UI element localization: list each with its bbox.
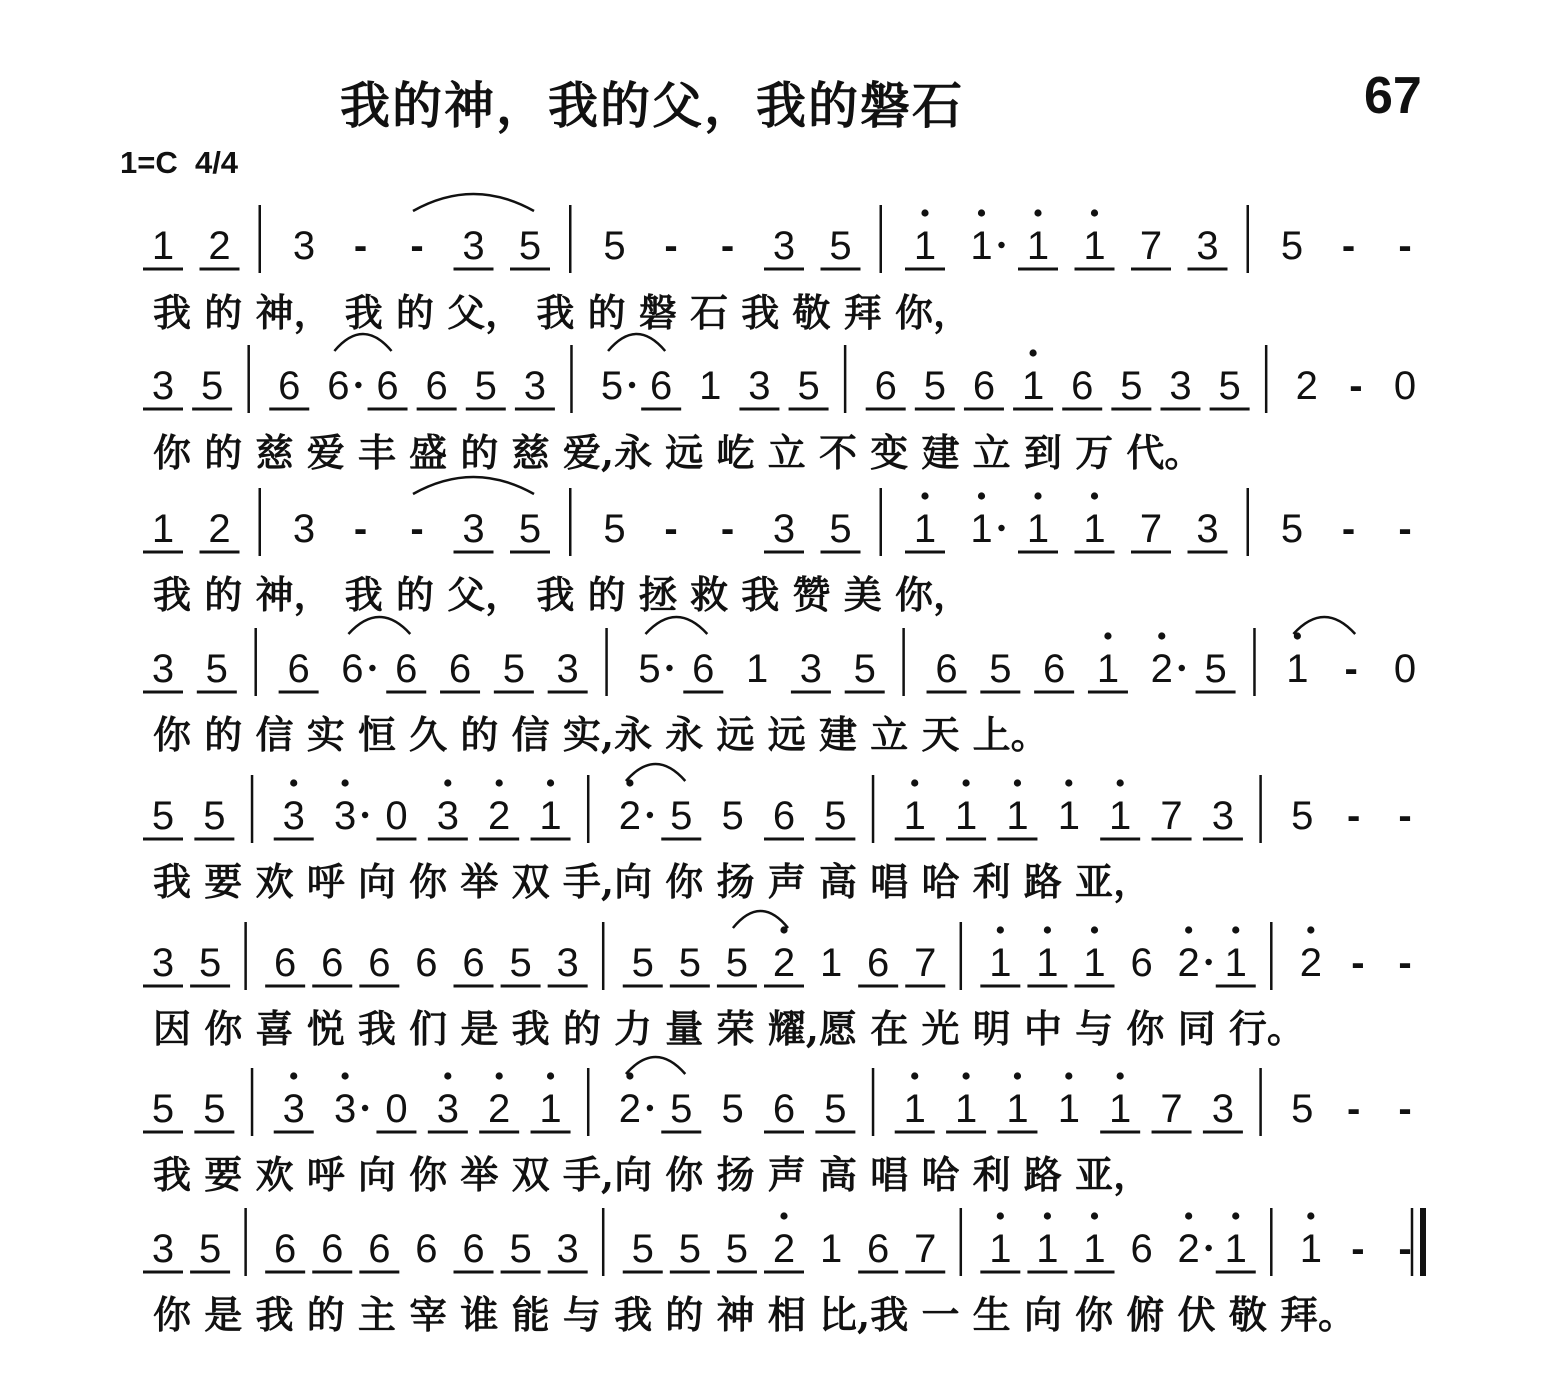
note: 5 — [151, 794, 175, 838]
final-barline-thick — [1420, 1208, 1426, 1276]
octave-dot-high — [1117, 779, 1124, 786]
duration-dash: - — [720, 507, 735, 551]
note: 6 — [935, 647, 958, 691]
octave-dot-high — [1117, 1072, 1124, 1079]
note: 5 — [721, 794, 744, 838]
augmentation-dot — [362, 812, 368, 818]
note: 5 — [670, 794, 693, 838]
note: 5 — [678, 941, 701, 985]
note: 3 — [1211, 1087, 1235, 1131]
tie-slur — [348, 617, 410, 634]
octave-dot-high — [1065, 779, 1072, 786]
note: 5 — [631, 941, 654, 985]
augmentation-dot — [362, 1105, 368, 1111]
note: 6 — [274, 941, 297, 985]
note: 7 — [914, 1227, 937, 1271]
octave-dot-high — [341, 1072, 348, 1079]
octave-dot-high — [444, 1072, 451, 1079]
note: 3 — [282, 794, 305, 838]
tie-slur — [733, 911, 788, 928]
duration-dash: - — [1398, 1227, 1412, 1271]
duration-dash: - — [353, 507, 368, 551]
note: 5 — [151, 1087, 175, 1131]
octave-dot-high — [444, 779, 451, 786]
octave-dot-high — [978, 492, 985, 499]
note: 3 — [462, 507, 485, 551]
duration-dash: - — [1398, 1087, 1412, 1131]
note: 1 — [1036, 941, 1059, 985]
tie-slur — [645, 617, 707, 634]
duration-dash: - — [1351, 1227, 1365, 1271]
octave-dot-high — [341, 779, 348, 786]
note: 3 — [436, 1087, 459, 1131]
augmentation-dot — [998, 525, 1004, 531]
note: 5 — [1218, 364, 1241, 408]
duration-dash: - — [664, 224, 678, 268]
page-number: 67 — [1364, 67, 1422, 125]
note: 1 — [699, 364, 722, 408]
note: 5 — [989, 647, 1012, 691]
note: 1 — [539, 794, 562, 838]
note: 1 — [151, 507, 175, 551]
note: 3 — [151, 647, 175, 691]
note: 6 — [368, 1227, 391, 1271]
note: 2 — [618, 1087, 642, 1131]
note: 7 — [1139, 224, 1163, 268]
tie-slur — [1293, 617, 1355, 634]
note: 6 — [321, 941, 344, 985]
note: 7 — [914, 941, 937, 985]
augmentation-dot — [369, 665, 375, 671]
augmentation-dot — [629, 382, 635, 388]
duration-dash: - — [1346, 794, 1361, 838]
tie-slur — [626, 1057, 685, 1074]
octave-dot-high — [496, 779, 503, 786]
note: 2 — [208, 507, 231, 551]
note: 1 — [1036, 1227, 1059, 1271]
augmentation-dot — [998, 242, 1004, 248]
note: 6 — [448, 647, 472, 691]
augmentation-dot — [1205, 1245, 1211, 1251]
note: 6 — [1130, 1227, 1153, 1271]
note: 6 — [1043, 647, 1066, 691]
note: 5 — [1204, 647, 1227, 691]
lyric-line: 你 的 慈 爱 丰 盛 的 慈 爱,永 远 屹 立 不 变 建 立 到 万 代。 — [153, 430, 1203, 475]
octave-dot-high — [1091, 209, 1098, 216]
note: 3 — [333, 794, 357, 838]
note: 1 — [989, 1227, 1012, 1271]
note: 1 — [1021, 364, 1045, 408]
duration-dash: - — [1344, 647, 1358, 691]
note: 1 — [954, 1087, 978, 1131]
note: 6 — [772, 794, 796, 838]
note: 5 — [824, 1087, 847, 1131]
note: 5 — [678, 1227, 701, 1271]
note: 5 — [201, 364, 224, 408]
note: 2 — [772, 1227, 796, 1271]
octave-dot-high — [1065, 1072, 1072, 1079]
tie-slur — [608, 334, 665, 351]
note: 6 — [278, 364, 301, 408]
note: 6 — [462, 1227, 485, 1271]
note: 1 — [1057, 1087, 1080, 1131]
note: 2 — [208, 224, 231, 268]
duration-dash: - — [664, 507, 678, 551]
note: 5 — [725, 1227, 749, 1271]
note: 6 — [321, 1227, 344, 1271]
note: 1 — [539, 1087, 562, 1131]
note: 2 — [772, 941, 796, 985]
note: 3 — [436, 794, 459, 838]
note: 1 — [1026, 507, 1050, 551]
note: 6 — [368, 941, 391, 985]
lyric-line: 我 的 神， 我 的 父， 我 的 拯 救 我 赞 美 你， — [153, 572, 971, 617]
note: 7 — [1139, 507, 1163, 551]
note: 5 — [203, 794, 226, 838]
note: 1 — [1224, 1227, 1247, 1271]
octave-dot-high — [1091, 492, 1098, 499]
note: 3 — [799, 647, 823, 691]
note: 6 — [692, 647, 715, 691]
note: 1 — [1006, 1087, 1029, 1131]
lyric-line: 因 你 喜 悦 我 们 是 我 的 力 量 荣 耀,愿 在 光 明 中 与 你 同 行。 — [153, 1006, 1305, 1051]
note: 5 — [198, 941, 222, 985]
note: 5 — [824, 794, 847, 838]
octave-dot-high — [780, 1212, 787, 1219]
note: 1 — [1083, 941, 1106, 985]
note: 5 — [502, 647, 525, 691]
duration-dash: - — [1398, 794, 1412, 838]
note: 3 — [523, 364, 547, 408]
note: 5 — [603, 224, 626, 268]
octave-dot-high — [1014, 1072, 1021, 1079]
note: 5 — [1280, 224, 1304, 268]
note: 1 — [819, 941, 843, 985]
note: 3 — [151, 364, 175, 408]
note: 1 — [913, 507, 937, 551]
note: 2 — [488, 794, 511, 838]
note: 1 — [1224, 941, 1247, 985]
note: 3 — [772, 224, 796, 268]
octave-dot-high — [997, 1212, 1004, 1219]
note: 6 — [341, 647, 364, 691]
note: 5 — [600, 364, 624, 408]
octave-dot-high — [547, 1072, 554, 1079]
note: 1 — [913, 224, 937, 268]
octave-dot-high — [496, 1072, 503, 1079]
note: 5 — [853, 647, 876, 691]
note: 6 — [395, 647, 418, 691]
lyric-line: 我 要 欢 呼 向 你 举 双 手,向 你 扬 声 高 唱 哈 利 路 亚， — [153, 1152, 1152, 1197]
octave-dot-high — [1185, 1212, 1192, 1219]
note: 3 — [556, 647, 579, 691]
octave-dot-high — [911, 1072, 918, 1079]
tie-slur — [626, 764, 685, 781]
duration-dash: - — [1398, 224, 1412, 268]
duration-dash: - — [1398, 507, 1412, 551]
octave-dot-high — [290, 779, 297, 786]
note: 5 — [631, 1227, 654, 1271]
note: 6 — [772, 1087, 796, 1131]
duration-dash: - — [410, 507, 424, 551]
note: 5 — [1120, 364, 1143, 408]
note: 7 — [1160, 794, 1183, 838]
note: 5 — [474, 364, 497, 408]
note: 6 — [867, 1227, 890, 1271]
note: 5 — [518, 507, 542, 551]
note: 5 — [203, 1087, 226, 1131]
note: 3 — [772, 507, 796, 551]
song-title: 我的神，我的父，我的磐石 — [340, 76, 964, 135]
note: 5 — [198, 1227, 222, 1271]
note: 1 — [970, 507, 993, 551]
note: 6 — [327, 364, 350, 408]
note: 5 — [670, 1087, 693, 1131]
note: 1 — [989, 941, 1012, 985]
lyric-line: 你 是 我 的 主 宰 谁 能 与 我 的 神 相 比,我 一 生 向 你 俯 伏 敬 拜。 — [153, 1292, 1357, 1337]
note: 5 — [1291, 794, 1314, 838]
note: 1 — [1026, 224, 1050, 268]
note: 3 — [748, 364, 771, 408]
note: 6 — [287, 647, 310, 691]
note: 5 — [1291, 1087, 1314, 1131]
octave-dot-high — [1232, 926, 1239, 933]
octave-dot-high — [978, 209, 985, 216]
augmentation-dot — [1205, 959, 1211, 965]
note: 1 — [1083, 507, 1106, 551]
duration-dash: - — [353, 224, 368, 268]
note: 1 — [1006, 794, 1029, 838]
note: 2 — [1150, 647, 1173, 691]
octave-dot-high — [1104, 632, 1111, 639]
augmentation-dot — [355, 382, 361, 388]
note: 6 — [425, 364, 448, 408]
note: 2 — [1177, 1227, 1200, 1271]
octave-dot-high — [1044, 926, 1051, 933]
note: 6 — [415, 941, 438, 985]
note: 2 — [618, 794, 642, 838]
octave-dot-high — [997, 926, 1004, 933]
note: 6 — [1071, 364, 1094, 408]
note: 1 — [151, 224, 175, 268]
note: 5 — [1280, 507, 1304, 551]
note: 6 — [874, 364, 897, 408]
lyric-line: 你 的 信 实 恒 久 的 信 实,永 永 远 远 建 立 天 上。 — [153, 712, 1049, 757]
note: 5 — [721, 1087, 744, 1131]
note: 5 — [923, 364, 946, 408]
note: 0 — [1393, 647, 1417, 691]
note: 7 — [1160, 1087, 1183, 1131]
note: 1 — [970, 224, 993, 268]
octave-dot-high — [547, 779, 554, 786]
augmentation-dot — [647, 812, 653, 818]
note: 6 — [462, 941, 485, 985]
note: 3 — [556, 941, 579, 985]
note: 3 — [292, 224, 316, 268]
note: 1 — [1096, 647, 1120, 691]
note: 1 — [903, 794, 926, 838]
augmentation-dot — [666, 665, 672, 671]
duration-dash: - — [1346, 1087, 1361, 1131]
note: 5 — [725, 941, 749, 985]
octave-dot-high — [1091, 1212, 1098, 1219]
duration-dash: - — [1349, 364, 1363, 408]
note: 5 — [518, 224, 542, 268]
note: 1 — [954, 794, 978, 838]
note: 2 — [1299, 941, 1322, 985]
note: 1 — [1286, 647, 1309, 691]
note: 1 — [1109, 794, 1132, 838]
augmentation-dot — [647, 1105, 653, 1111]
note: 5 — [509, 941, 532, 985]
note: 1 — [1299, 1227, 1322, 1271]
octave-dot-high — [1014, 779, 1021, 786]
octave-dot-high — [1034, 492, 1041, 499]
duration-dash: - — [410, 224, 424, 268]
lyric-line: 我 的 神， 我 的 父， 我 的 磐 石 我 敬 拜 你， — [153, 290, 971, 335]
note: 1 — [1083, 224, 1106, 268]
note: 1 — [745, 647, 769, 691]
octave-dot-high — [1232, 1212, 1239, 1219]
note: 2 — [488, 1087, 511, 1131]
note: 5 — [829, 224, 852, 268]
note: 3 — [292, 507, 316, 551]
octave-dot-high — [962, 779, 969, 786]
note: 1 — [1109, 1087, 1132, 1131]
note: 0 — [385, 794, 408, 838]
note: 3 — [462, 224, 485, 268]
tie-slur — [413, 194, 534, 211]
note: 3 — [1196, 507, 1219, 551]
duration-dash: - — [1341, 507, 1356, 551]
octave-dot-high — [1185, 926, 1192, 933]
octave-dot-high — [1307, 926, 1314, 933]
duration-dash: - — [1398, 941, 1412, 985]
duration-dash: - — [1351, 941, 1365, 985]
octave-dot-high — [1029, 349, 1036, 356]
octave-dot-high — [290, 1072, 297, 1079]
note: 6 — [867, 941, 890, 985]
octave-dot-high — [911, 779, 918, 786]
note: 3 — [1169, 364, 1192, 408]
note: 5 — [638, 647, 661, 691]
note: 3 — [1196, 224, 1219, 268]
note: 5 — [509, 1227, 532, 1271]
note: 6 — [274, 1227, 297, 1271]
duration-dash: - — [720, 224, 735, 268]
note: 5 — [797, 364, 820, 408]
note: 1 — [819, 1227, 843, 1271]
note: 3 — [333, 1087, 357, 1131]
note: 3 — [1211, 794, 1235, 838]
note: 3 — [151, 941, 175, 985]
note: 3 — [282, 1087, 305, 1131]
octave-dot-high — [921, 492, 928, 499]
octave-dot-high — [1307, 1212, 1314, 1219]
lyric-line: 我 要 欢 呼 向 你 举 双 手,向 你 扬 声 高 唱 哈 利 路 亚， — [153, 859, 1152, 904]
note: 5 — [829, 507, 852, 551]
augmentation-dot — [1179, 665, 1185, 671]
note: 6 — [415, 1227, 438, 1271]
duration-dash: - — [1341, 224, 1356, 268]
note: 2 — [1177, 941, 1200, 985]
note: 3 — [556, 1227, 579, 1271]
note: 6 — [650, 364, 673, 408]
note: 0 — [1393, 364, 1417, 408]
octave-dot-high — [1034, 209, 1041, 216]
note: 2 — [1295, 364, 1318, 408]
note: 5 — [205, 647, 228, 691]
tie-slur — [413, 477, 534, 494]
octave-dot-high — [1044, 1212, 1051, 1219]
note: 3 — [151, 1227, 175, 1271]
octave-dot-high — [921, 209, 928, 216]
note: 6 — [1130, 941, 1153, 985]
octave-dot-high — [962, 1072, 969, 1079]
tie-slur — [334, 334, 391, 351]
note: 1 — [1083, 1227, 1106, 1271]
note: 1 — [1057, 794, 1080, 838]
key-signature: 1=C 4/4 — [120, 145, 239, 180]
octave-dot-high — [1091, 926, 1098, 933]
note: 5 — [603, 507, 626, 551]
note: 6 — [376, 364, 399, 408]
octave-dot-high — [1158, 632, 1165, 639]
note: 6 — [972, 364, 996, 408]
note: 0 — [385, 1087, 408, 1131]
note: 1 — [903, 1087, 926, 1131]
